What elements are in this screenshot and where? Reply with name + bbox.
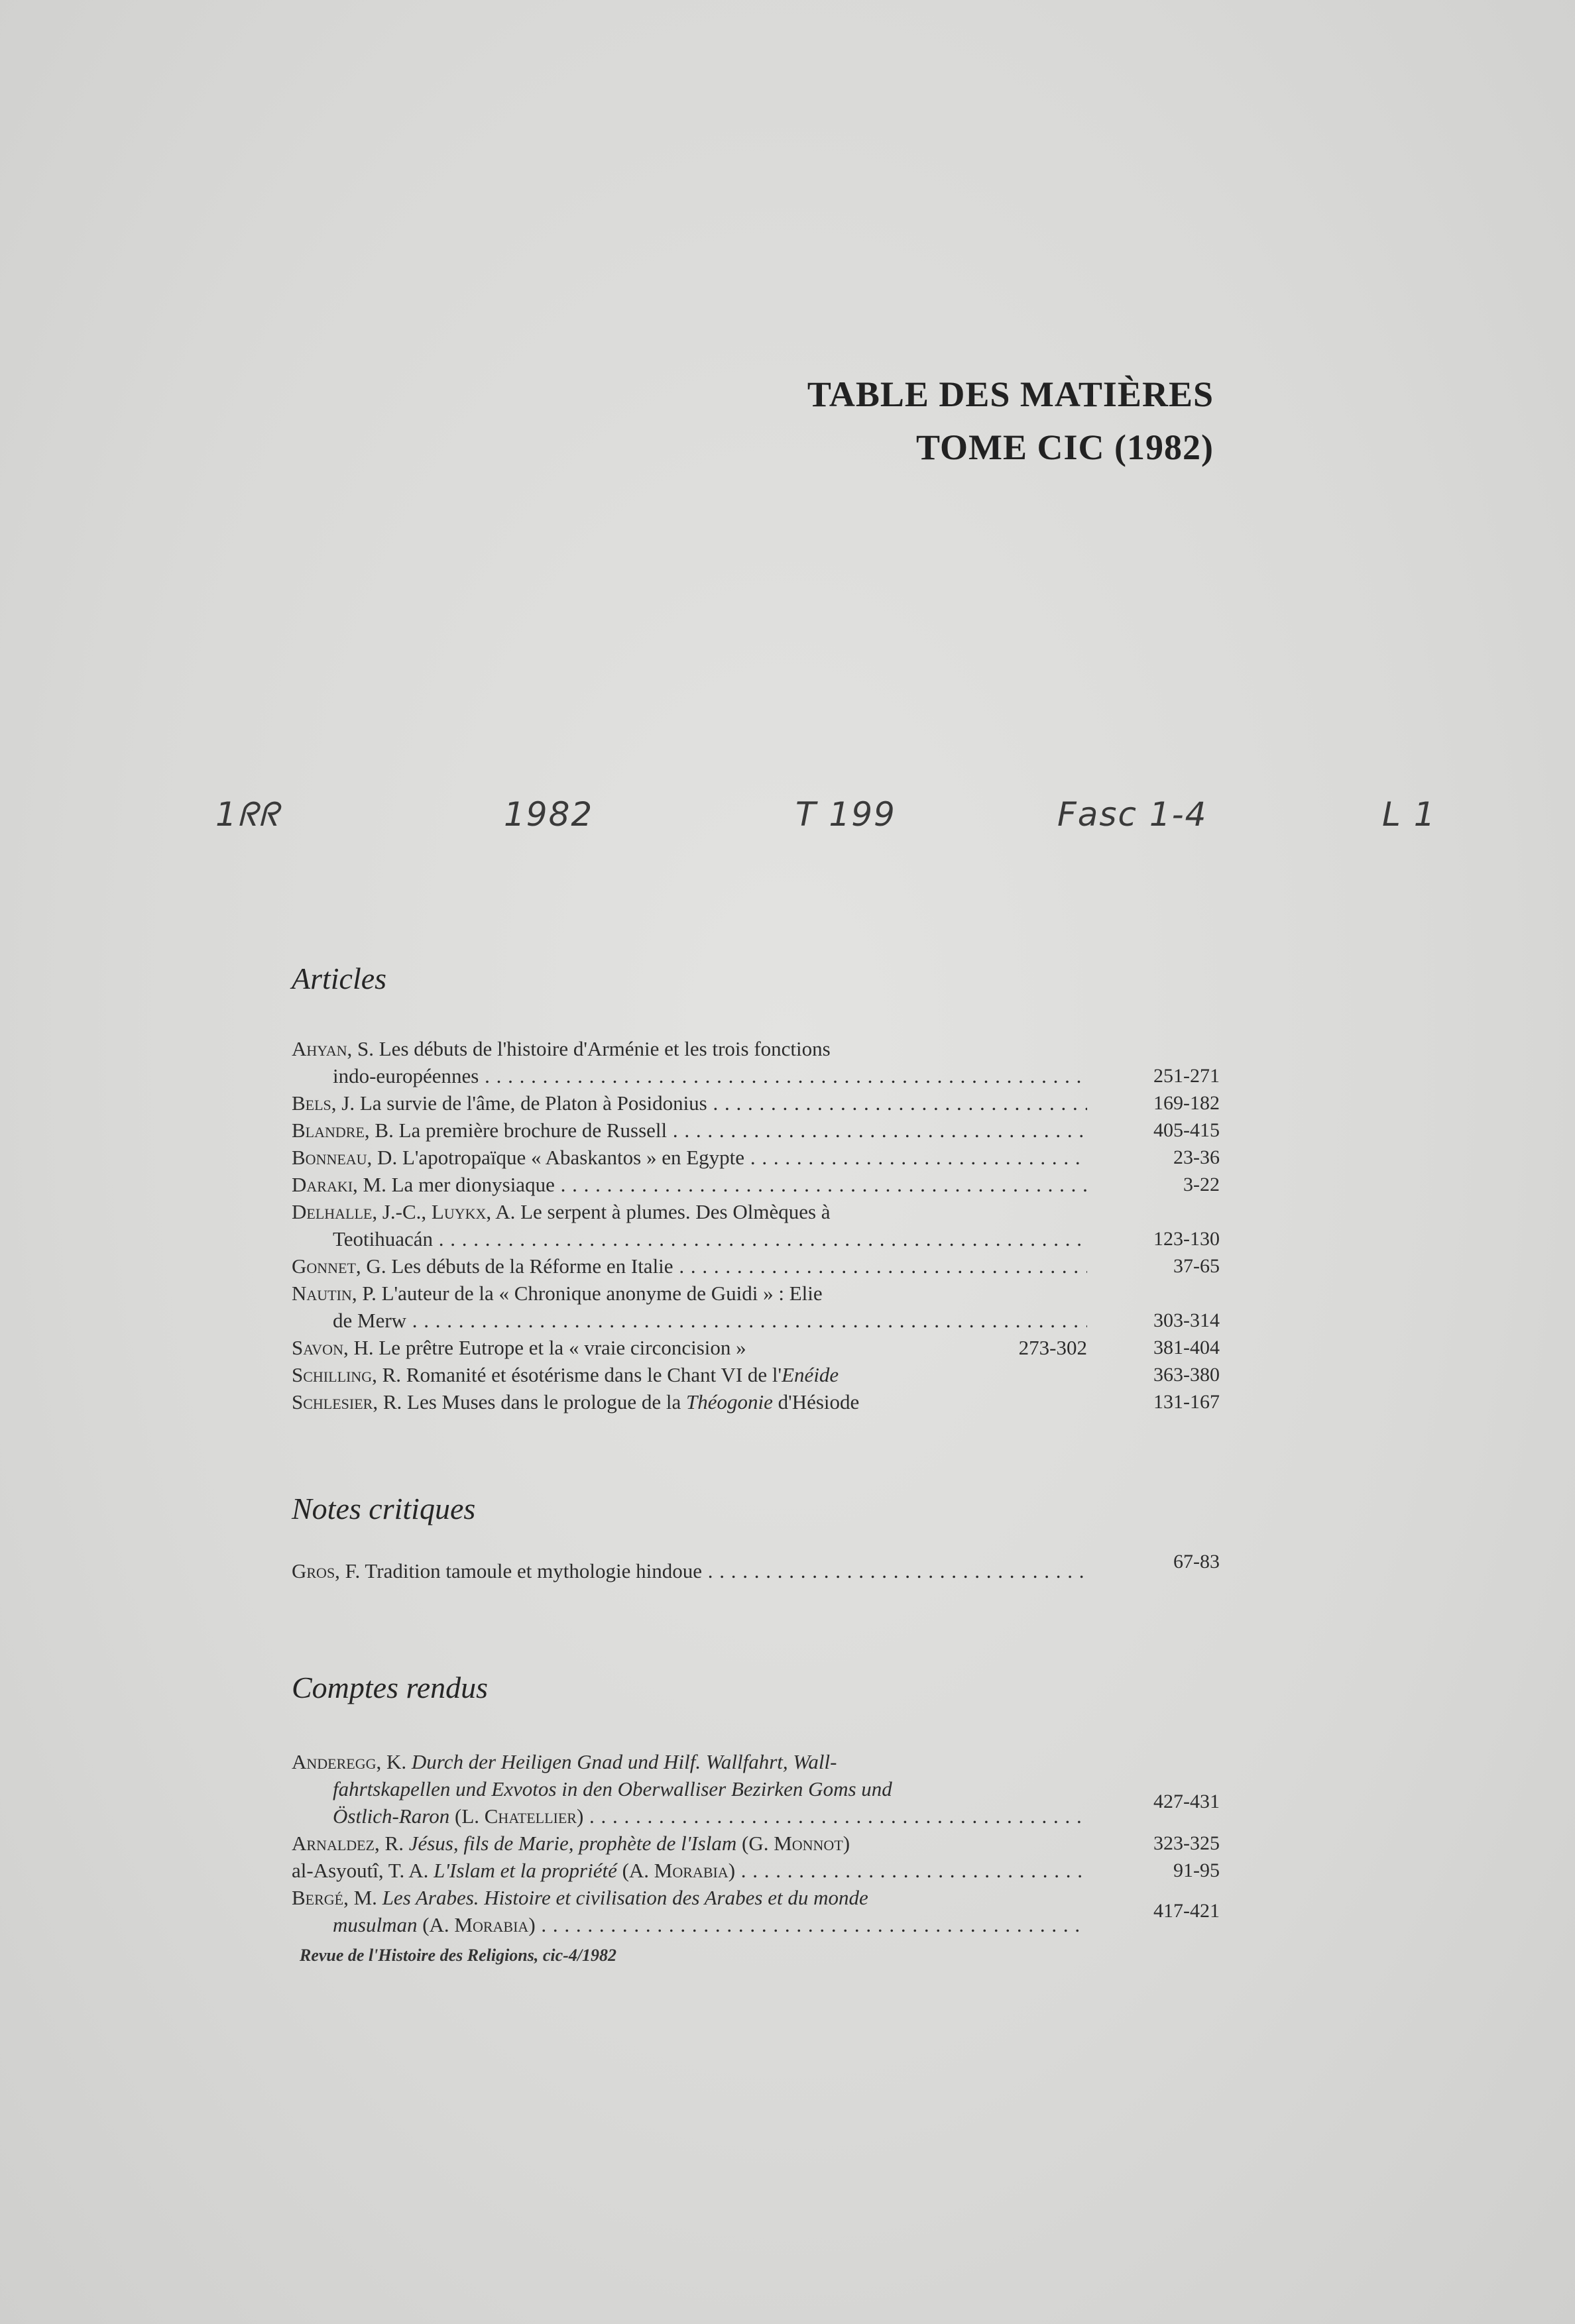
section-heading-notes: Notes critiques <box>292 1492 476 1525</box>
page-range: 323-325 <box>1153 1832 1220 1854</box>
page-range: 37-65 <box>1173 1255 1220 1277</box>
page-range: 23-36 <box>1173 1146 1220 1168</box>
toc-entry: Nautin, P. L'auteur de la « Chronique anonyme de Guidi » : Elie de Merw . . . 303-314 <box>292 1280 1220 1334</box>
page-range: 381-404 <box>1153 1337 1220 1358</box>
articles-list <box>292 1035 1220 1415</box>
toc-entry: Schlesier, R. Les Muses dans le prologue de la Théogonie d'Hésiode 131-167 <box>292 1388 1220 1415</box>
toc-entry: Delhalle, J.-C., Luykx, A. Le serpent à plumes. Des Olmèques à Teotihuacán . . . 123-130 <box>292 1198 1220 1252</box>
handwritten-note: Fasc 1-4 <box>1057 795 1208 834</box>
section-heading-articles: Articles <box>292 962 387 995</box>
title-block <box>807 368 1214 474</box>
journal-footer: Revue de l'Histoire des Religions, cic-4/1982 <box>300 1946 617 1965</box>
page-range: 131-167 <box>1153 1391 1220 1413</box>
page-range: 169-182 <box>1153 1092 1220 1114</box>
handwritten-note: 1982 <box>504 795 594 834</box>
toc-entry: Arnaldez, R. Jésus, fils de Marie, prophète de l'Islam (G. Monnot) 323-325 <box>292 1830 1220 1857</box>
toc-entry: Gonnet, G. Les débuts de la Réforme en Italie . . . 37-65 <box>292 1252 1220 1280</box>
page-range: 67-83 <box>1173 1551 1220 1573</box>
toc-entry: Blandre, B. La première brochure de Russell . . . 405-415 <box>292 1117 1220 1144</box>
page-range: 91-95 <box>1173 1859 1220 1881</box>
handwritten-note: L 1 <box>1382 795 1436 834</box>
toc-entry: Anderegg, K. Durch der Heiligen Gnad und Hilf. Wallfahrt, Wall- fahrtskapellen und Exvotos in den Oberwalliser Bezirken Goms und Östlich-Raron (L. Chatellier) . . . 427-431 <box>292 1748 1220 1830</box>
page-range: 405-415 <box>1153 1119 1220 1141</box>
toc-entry: Gros, F. Tradition tamoule et mythologie hindoue . . . 67-83 <box>292 1557 1220 1584</box>
toc-entry: Bonneau, D. L'apotropaïque « Abaskantos » en Egypte . . . 23-36 <box>292 1144 1220 1171</box>
toc-entry: al-Asyoutî, T. A. L'Islam et la propriété (A. Morabia) . . . 91-95 <box>292 1857 1220 1884</box>
handwritten-note: 1ᖇᖇ <box>215 795 280 834</box>
notes-list <box>292 1551 1220 1584</box>
toc-entry: Ahyan, S. Les débuts de l'histoire d'Arménie et les trois fonctions indo-européennes . . . 251-271 <box>292 1035 1220 1089</box>
page-range: 251-271 <box>1153 1065 1220 1087</box>
comptes-list <box>292 1748 1220 1938</box>
page-range: 123-130 <box>1153 1228 1220 1250</box>
toc-entry: Daraki, M. La mer dionysiaque . . . 3-22 <box>292 1171 1220 1198</box>
page-title: TABLE DES MATIÈRES <box>807 374 1214 414</box>
page-range: 3-22 <box>1183 1174 1220 1195</box>
page-range: 363-380 <box>1153 1364 1220 1386</box>
volume-subtitle: TOME CIC (1982) <box>915 427 1214 467</box>
toc-entry: Bels, J. La survie de l'âme, de Platon à Posidonius . . . 169-182 <box>292 1089 1220 1117</box>
toc-entry: Bergé, M. Les Arabes. Histoire et civilisation des Arabes et du monde musulman (A. Morabia) . . . 417-421 <box>292 1884 1220 1938</box>
page-range: 417-421 <box>1153 1900 1220 1922</box>
handwritten-note: T 199 <box>795 795 896 834</box>
page-range: 427-431 <box>1153 1791 1220 1812</box>
toc-entry: Schilling, R. Romanité et ésotérisme dans le Chant VI de l'Enéide 363-380 <box>292 1361 1220 1388</box>
page-range: 303-314 <box>1153 1309 1220 1331</box>
section-heading-comptes: Comptes rendus <box>292 1671 489 1704</box>
toc-entry: Savon, H. Le prêtre Eutrope et la « vraie circoncision » 273-302 381-404 <box>292 1334 1220 1361</box>
